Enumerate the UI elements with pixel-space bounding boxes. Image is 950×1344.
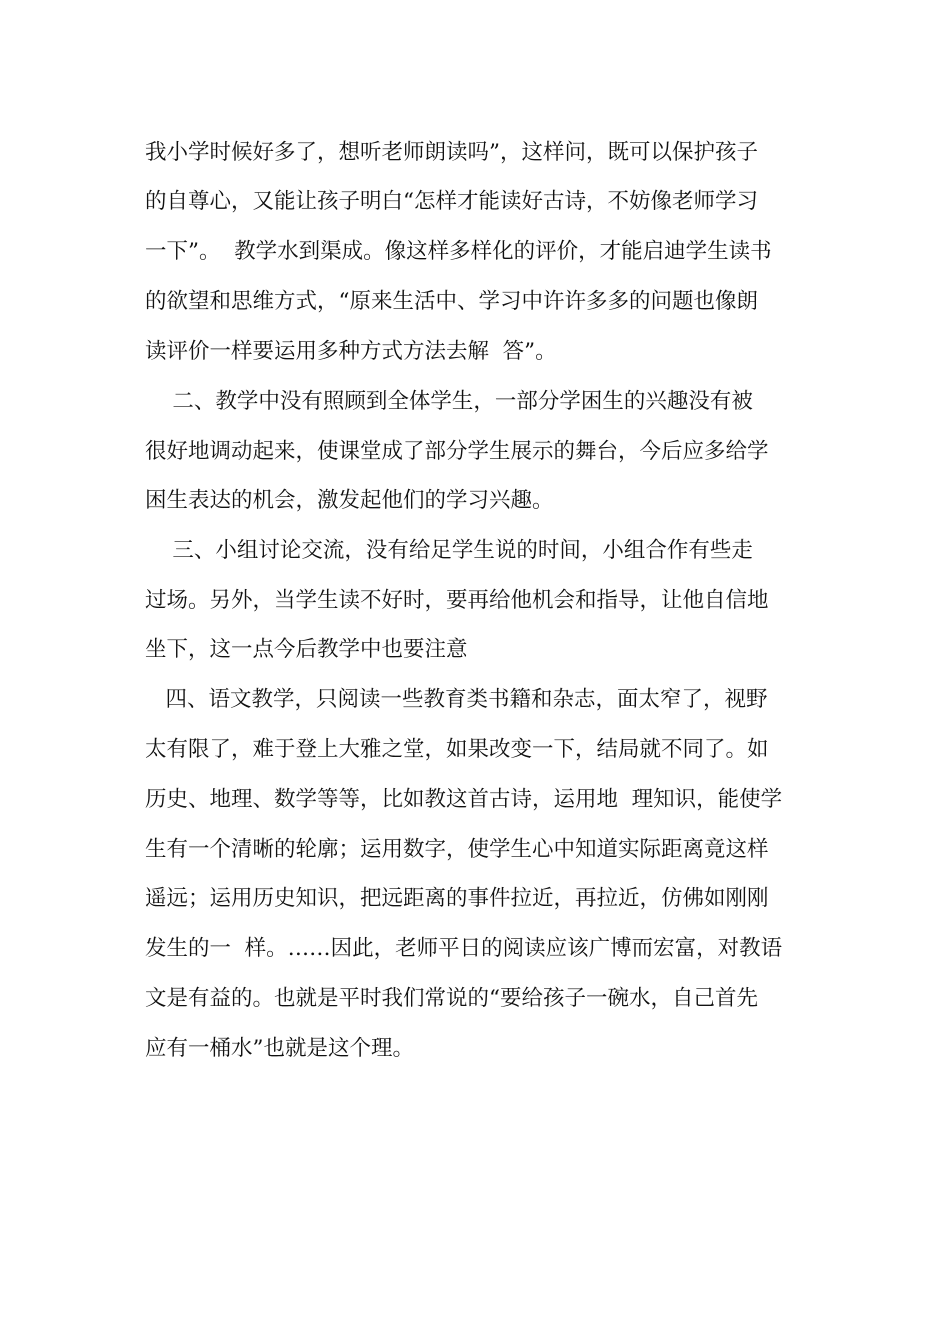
text-line: 过场。另外，当学生读不好时，要再给他机会和指导，让他自信地 — [145, 588, 769, 613]
text-line: 困生表达的机会，激发起他们的学习兴趣。 — [145, 488, 554, 513]
text-line: 历史、地理、数学等等，比如教这首古诗，运用地 理知识，能使学 — [145, 787, 783, 812]
text-line: 的欲望和思维方式，“原来生活中、学习中许许多多的问题也像朗 — [145, 289, 758, 314]
text-line: 的自尊心，又能让孩子明白“怎样才能读好古诗，不妨像老师学习 — [145, 189, 758, 214]
text-line: 四、语文教学，只阅读一些教育类书籍和杂志，面太窄了，视野 — [145, 687, 768, 712]
text-line: 应有一桶水”也就是这个理。 — [145, 1036, 414, 1061]
text-line: 发生的一 样。……因此，老师平日的阅读应该广博而宏富，对教语 — [145, 936, 783, 961]
text-line: 坐下，这一点今后教学中也要注意 — [145, 637, 468, 662]
text-line: 我小学时候好多了，想听老师朗读吗”，这样问，既可以保护孩子 — [145, 140, 758, 165]
text-line: 生有一个清晰的轮廓；运用数字，使学生心中知道实际距离竟这样 — [145, 837, 769, 862]
text-line: 读评价一样要运用多种方式方法去解 答”。 — [145, 339, 557, 364]
text-line: 三、小组讨论交流，没有给足学生说的时间，小组合作有些走 — [145, 538, 753, 563]
text-line: 一下”。 教学水到渠成。像这样多样化的评价，才能启迪学生读书 — [145, 239, 772, 264]
text-line: 太有限了，难于登上大雅之堂，如果改变一下，结局就不同了。如 — [145, 737, 769, 762]
text-line: 文是有益的。也就是平时我们常说的“要给孩子一碗水，自己首先 — [145, 986, 758, 1011]
text-line: 二、教学中没有照顾到全体学生，一部分学困生的兴趣没有被 — [145, 389, 753, 414]
text-line: 遥远；运用历史知识，把远距离的事件拉近，再拉近，仿佛如刚刚 — [145, 886, 769, 911]
text-line: 很好地调动起来，使课堂成了部分学生展示的舞台，今后应多给学 — [145, 439, 769, 464]
